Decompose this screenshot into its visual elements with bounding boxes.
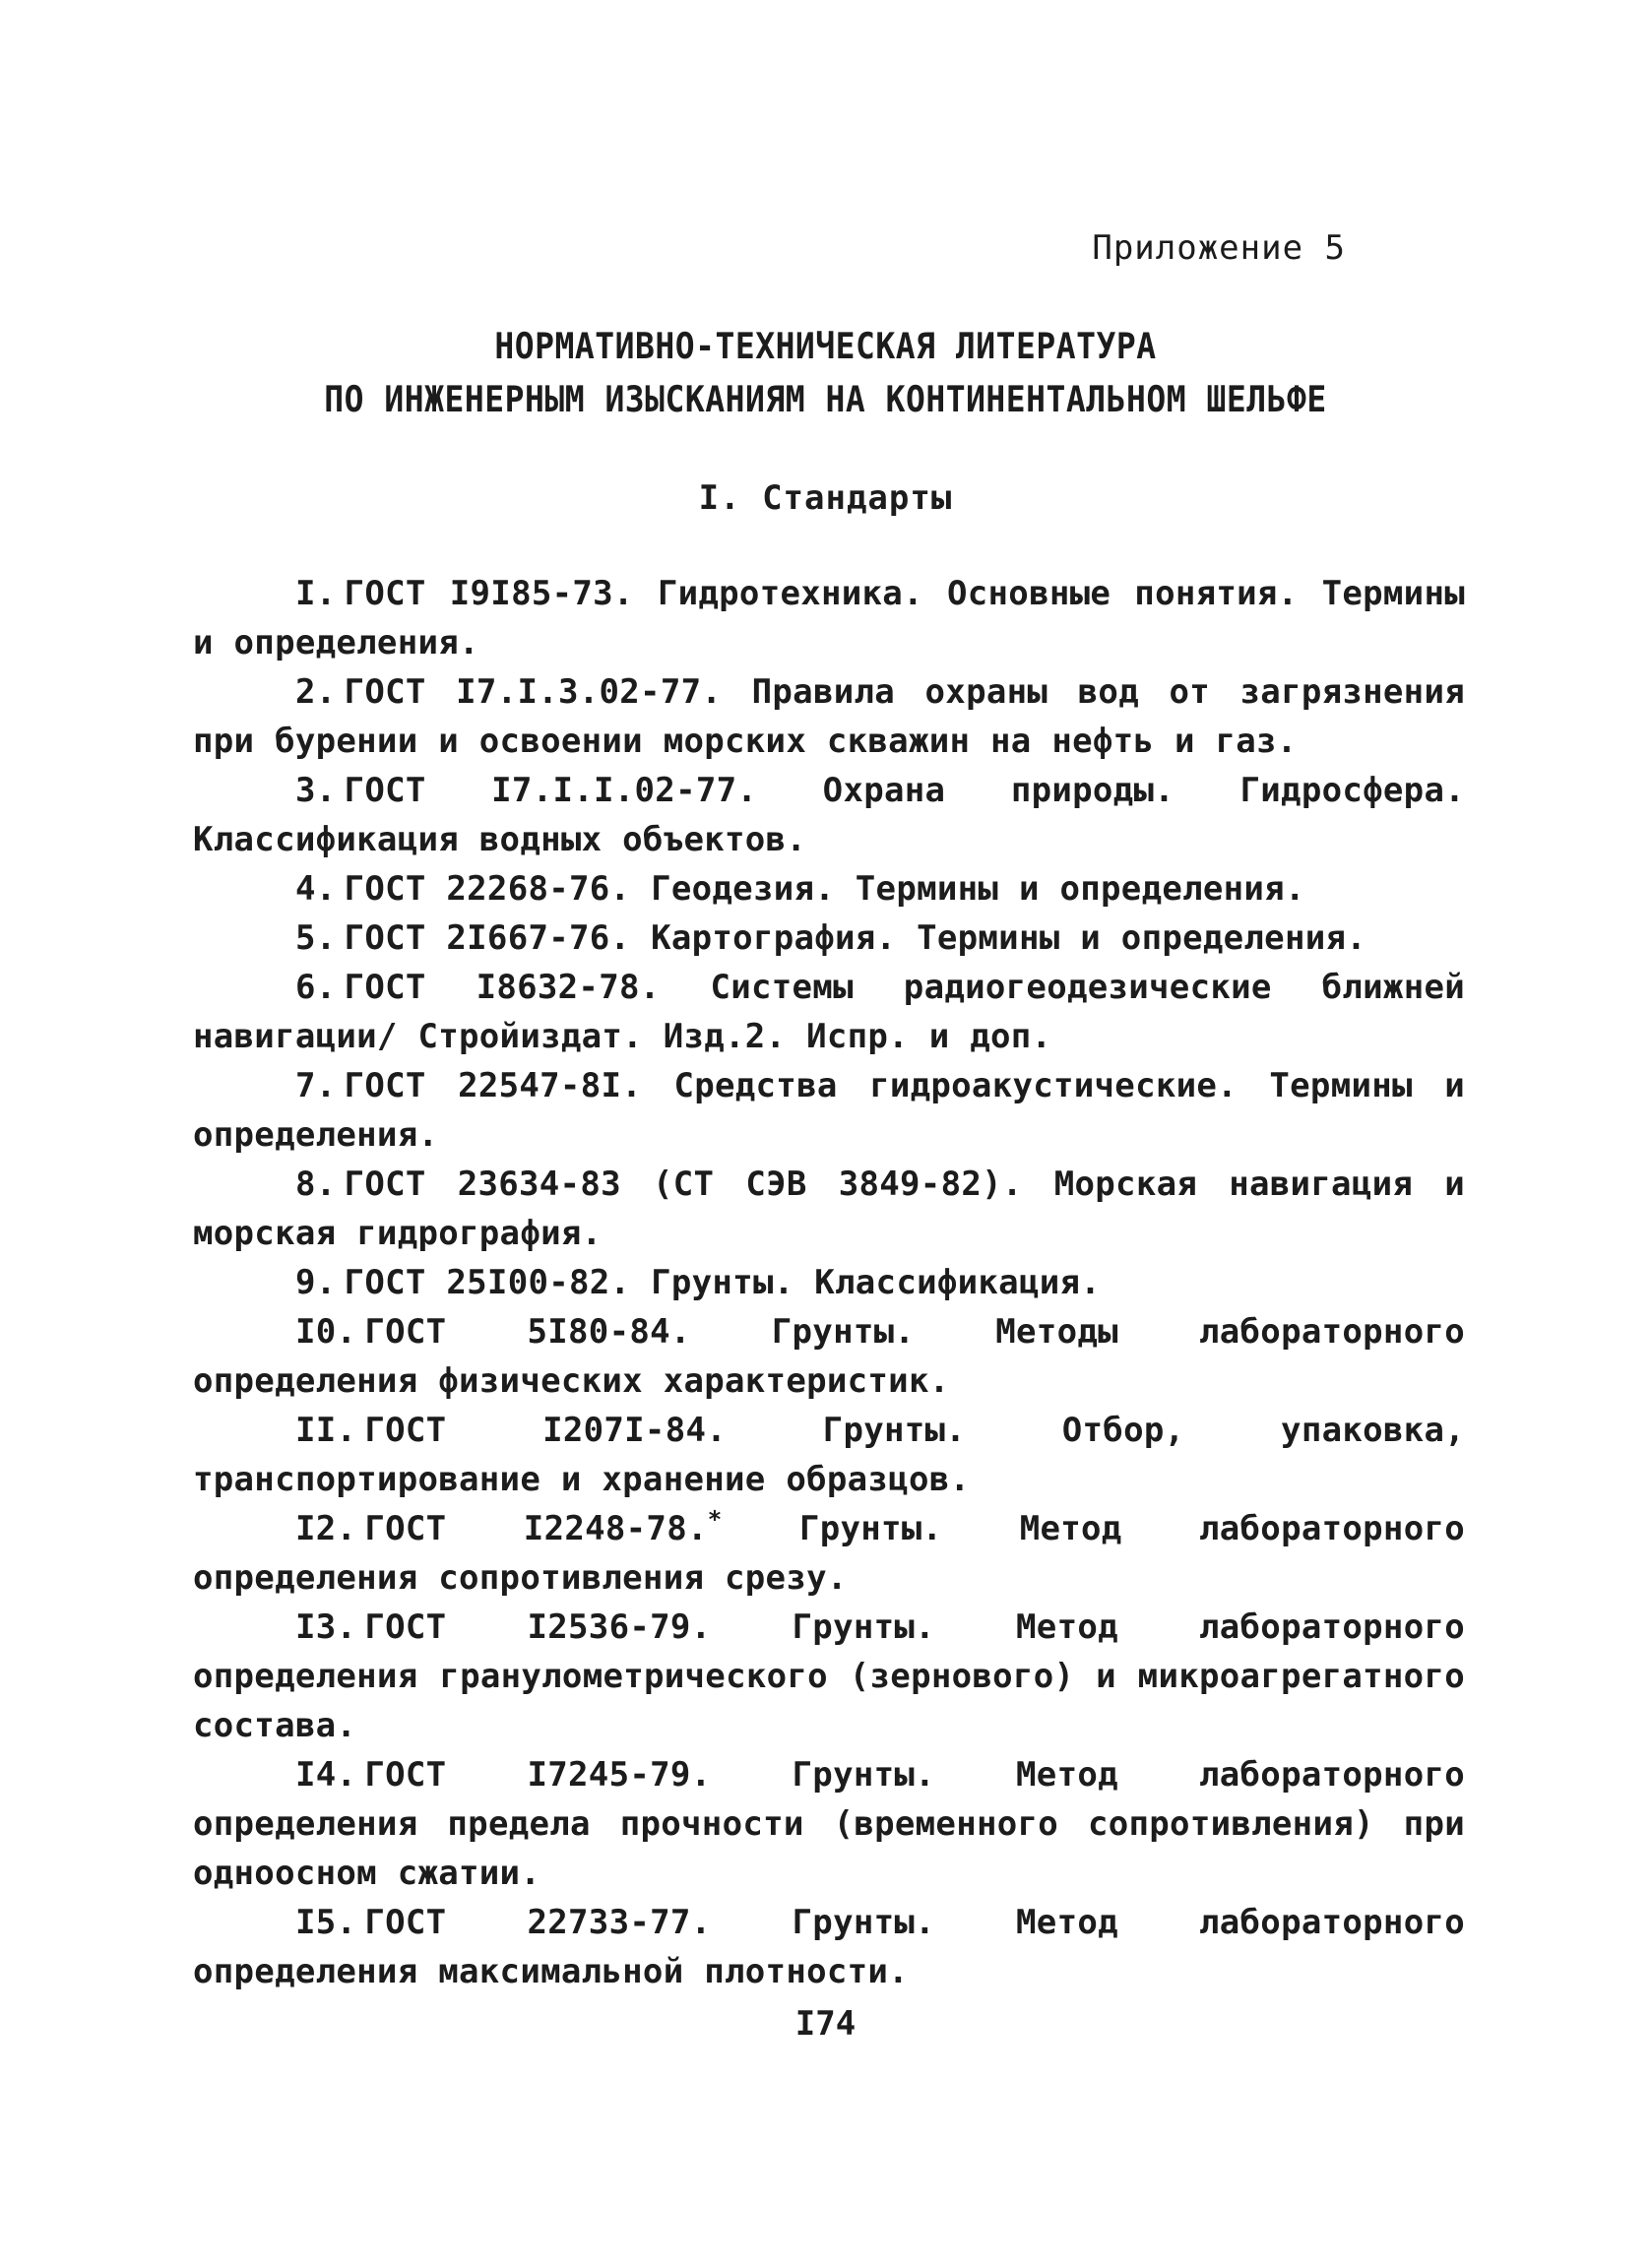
reference-item bbox=[193, 1061, 1465, 1160]
reference-number: I3. bbox=[295, 1607, 357, 1647]
reference-text: ГОСТ I7.I.3.02-77. Правила охраны вод от загрязнения при бурении и освоении морских скважин на нефть и газ. bbox=[193, 672, 1465, 761]
reference-item bbox=[193, 963, 1465, 1061]
reference-text: ГОСТ I2248-78. bbox=[364, 1509, 708, 1548]
reference-number: I2. bbox=[295, 1509, 357, 1548]
reference-number: II. bbox=[295, 1411, 357, 1450]
reference-text: ГОСТ I9I85-73. Гидротехника. Основные понятия. Термины и определения. bbox=[193, 574, 1465, 662]
reference-text: ГОСТ I7.I.I.02-77. Охрана природы. Гидросфера. Классификация водных объектов. bbox=[193, 771, 1465, 859]
reference-number: 4. bbox=[295, 869, 337, 909]
reference-item bbox=[193, 1307, 1465, 1406]
reference-item bbox=[193, 569, 1465, 667]
reference-list bbox=[193, 569, 1465, 1996]
reference-number: 5. bbox=[295, 918, 337, 958]
reference-number: I0. bbox=[295, 1312, 357, 1352]
reference-text: ГОСТ 22547-8I. Средства гидроакустические. Термины и определения. bbox=[193, 1066, 1465, 1155]
reference-item bbox=[193, 667, 1465, 766]
reference-number: 9. bbox=[295, 1263, 337, 1302]
reference-text: ГОСТ I2536-79. Грунты. Метод лабораторного определения гранулометрического (зернового) и микроагрегатного состава. bbox=[193, 1607, 1465, 1745]
reference-item bbox=[193, 1603, 1465, 1750]
reference-number: I4. bbox=[295, 1755, 357, 1795]
reference-text: ГОСТ I8632-78. Системы радиогеодезические ближней навигации/ Стройиздат. Изд.2. Испр. и доп. bbox=[193, 968, 1465, 1056]
reference-item bbox=[193, 766, 1465, 864]
reference-item bbox=[193, 1258, 1465, 1307]
reference-number: 6. bbox=[295, 968, 337, 1007]
reference-text: ГОСТ 23634-83 (СТ СЭВ 3849-82). Морская навигация и морская гидрография. bbox=[193, 1165, 1465, 1253]
document-title-line-1: НОРМАТИВНО-ТЕХНИЧЕСКАЯ ЛИТЕРАТУРА bbox=[494, 325, 1157, 367]
reference-item bbox=[193, 914, 1465, 963]
section-heading: I. Стандарты bbox=[698, 478, 953, 518]
reference-number: 3. bbox=[295, 771, 337, 810]
reference-item bbox=[193, 1898, 1465, 1996]
reference-item bbox=[193, 864, 1465, 914]
reference-number: 8. bbox=[295, 1165, 337, 1204]
reference-number: 7. bbox=[295, 1066, 337, 1105]
document-title-line-2: ПО ИНЖЕНЕРНЫМ ИЗЫСКАНИЯМ НА КОНТИНЕНТАЛЬНОМ ШЕЛЬФЕ bbox=[324, 378, 1327, 420]
reference-text: ГОСТ I7245-79. Грунты. Метод лабораторного определения предела прочности (временного сопротивления) при одноосном сжатии. bbox=[193, 1755, 1465, 1893]
reference-item bbox=[193, 1750, 1465, 1898]
reference-text: ГОСТ 22268-76. Геодезия. Термины и определения. bbox=[344, 869, 1305, 909]
reference-number: I5. bbox=[295, 1903, 357, 1942]
reference-text: ГОСТ 2I667-76. Картография. Термины и определения. bbox=[344, 918, 1367, 958]
footnote-marker: * bbox=[707, 1505, 723, 1534]
reference-text: ГОСТ I207I-84. Грунты. Отбор, упаковка, транспортирование и хранение образцов. bbox=[193, 1411, 1465, 1499]
appendix-label: Приложение 5 bbox=[1092, 228, 1346, 268]
reference-item bbox=[193, 1406, 1465, 1504]
reference-text: ГОСТ 25I00-82. Грунты. Классификация. bbox=[344, 1263, 1102, 1302]
page-number: I74 bbox=[794, 2004, 857, 2044]
reference-item bbox=[193, 1504, 1465, 1603]
reference-text: ГОСТ 22733-77. Грунты. Метод лабораторного определения максимальной плотности. bbox=[193, 1903, 1465, 1991]
reference-text: ГОСТ 5I80-84. Грунты. Методы лабораторного определения физических характеристик. bbox=[193, 1312, 1465, 1401]
reference-item bbox=[193, 1160, 1465, 1258]
reference-number: I. bbox=[295, 574, 337, 613]
reference-number: 2. bbox=[295, 672, 337, 712]
reference-text-continued: Грунты. Метод лабораторного определения сопротивления срезу. bbox=[193, 1509, 1465, 1598]
